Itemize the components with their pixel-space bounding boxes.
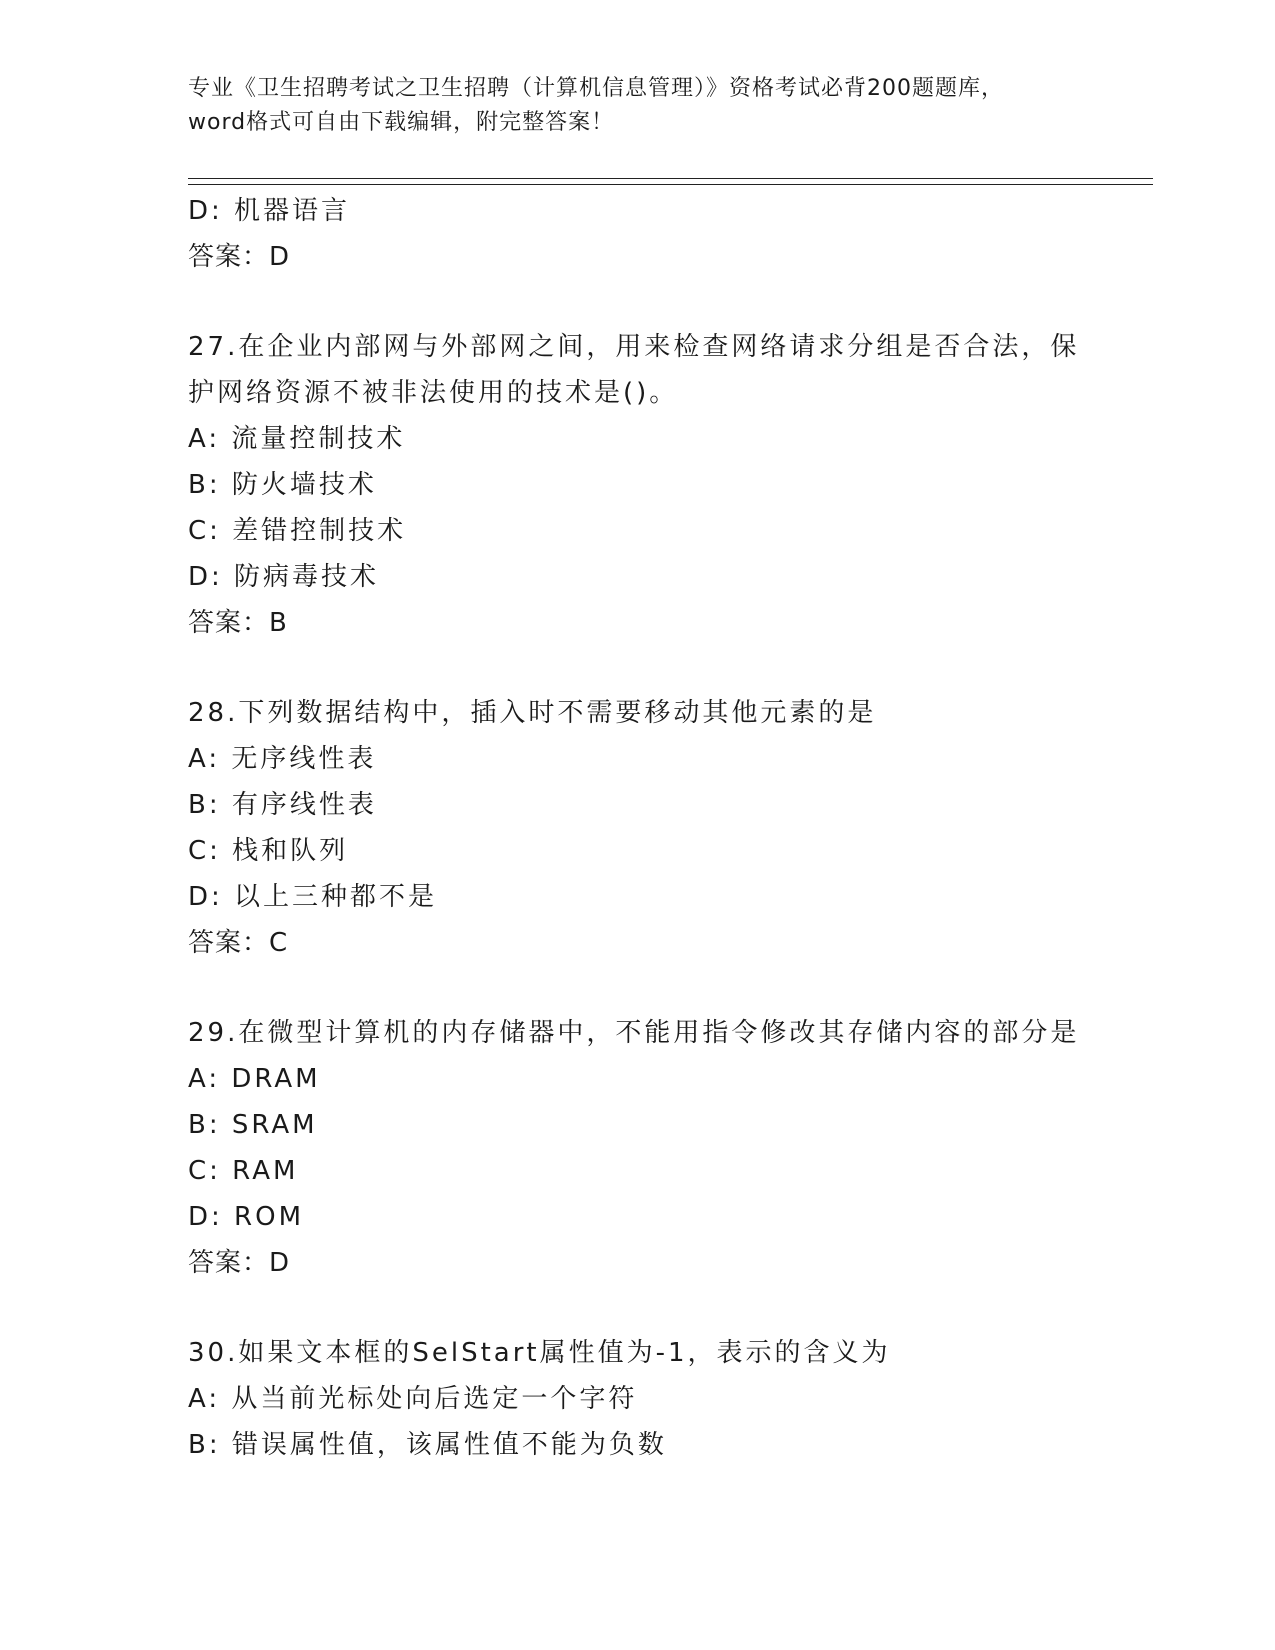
option-d: D: 以上三种都不是 [188, 882, 438, 912]
question-29 [188, 1010, 1088, 1286]
question-stem-continued: 护网络资源不被非法使用的技术是()。 [188, 378, 679, 408]
option-b: B: 防火墙技术 [188, 470, 377, 500]
question-stem: 29.在微型计算机的内存储器中，不能用指令修改其存储内容的部分是 [188, 1018, 1080, 1048]
option-a: A: 流量控制技术 [188, 424, 406, 454]
question-28 [188, 690, 1088, 966]
question-27 [188, 324, 1088, 646]
question-stem: 28.下列数据结构中，插入时不需要移动其他元素的是 [188, 698, 877, 728]
header-rule-top [188, 178, 1153, 179]
option-d: D: ROM [188, 1202, 305, 1232]
header-title-line-2: word格式可自由下载编辑，附完整答案！ [188, 110, 615, 135]
answer-line: 答案：D [188, 1248, 291, 1278]
carryover-block [188, 188, 1088, 280]
option-a: A: 从当前光标处向后选定一个字符 [188, 1384, 638, 1414]
answer-line: 答案：D [188, 242, 291, 272]
option-c: C: 差错控制技术 [188, 516, 407, 546]
header-title-line-1: 专业《卫生招聘考试之卫生招聘（计算机信息管理）》资格考试必背200题题库， [188, 76, 1004, 101]
question-stem: 27.在企业内部网与外部网之间，用来检查网络请求分组是否合法，保 [188, 332, 1080, 362]
header-rule-bottom [188, 184, 1153, 185]
question-stem: 30.如果文本框的SelStart属性值为-1，表示的含义为 [188, 1338, 891, 1368]
document-header [188, 72, 1088, 140]
answer-line: 答案：C [188, 928, 289, 958]
answer-line: 答案：B [188, 608, 288, 638]
question-30 [188, 1330, 1088, 1468]
option-c: C: RAM [188, 1156, 299, 1186]
option-b: B: SRAM [188, 1110, 318, 1140]
option-a: A: DRAM [188, 1064, 321, 1094]
question-list [188, 188, 1088, 1468]
option-c: C: 栈和队列 [188, 836, 349, 866]
option-d: D: 机器语言 [188, 196, 351, 226]
option-a: A: 无序线性表 [188, 744, 377, 774]
option-d: D: 防病毒技术 [188, 562, 380, 592]
option-b: B: 有序线性表 [188, 790, 377, 820]
option-b: B: 错误属性值，该属性值不能为负数 [188, 1430, 667, 1460]
